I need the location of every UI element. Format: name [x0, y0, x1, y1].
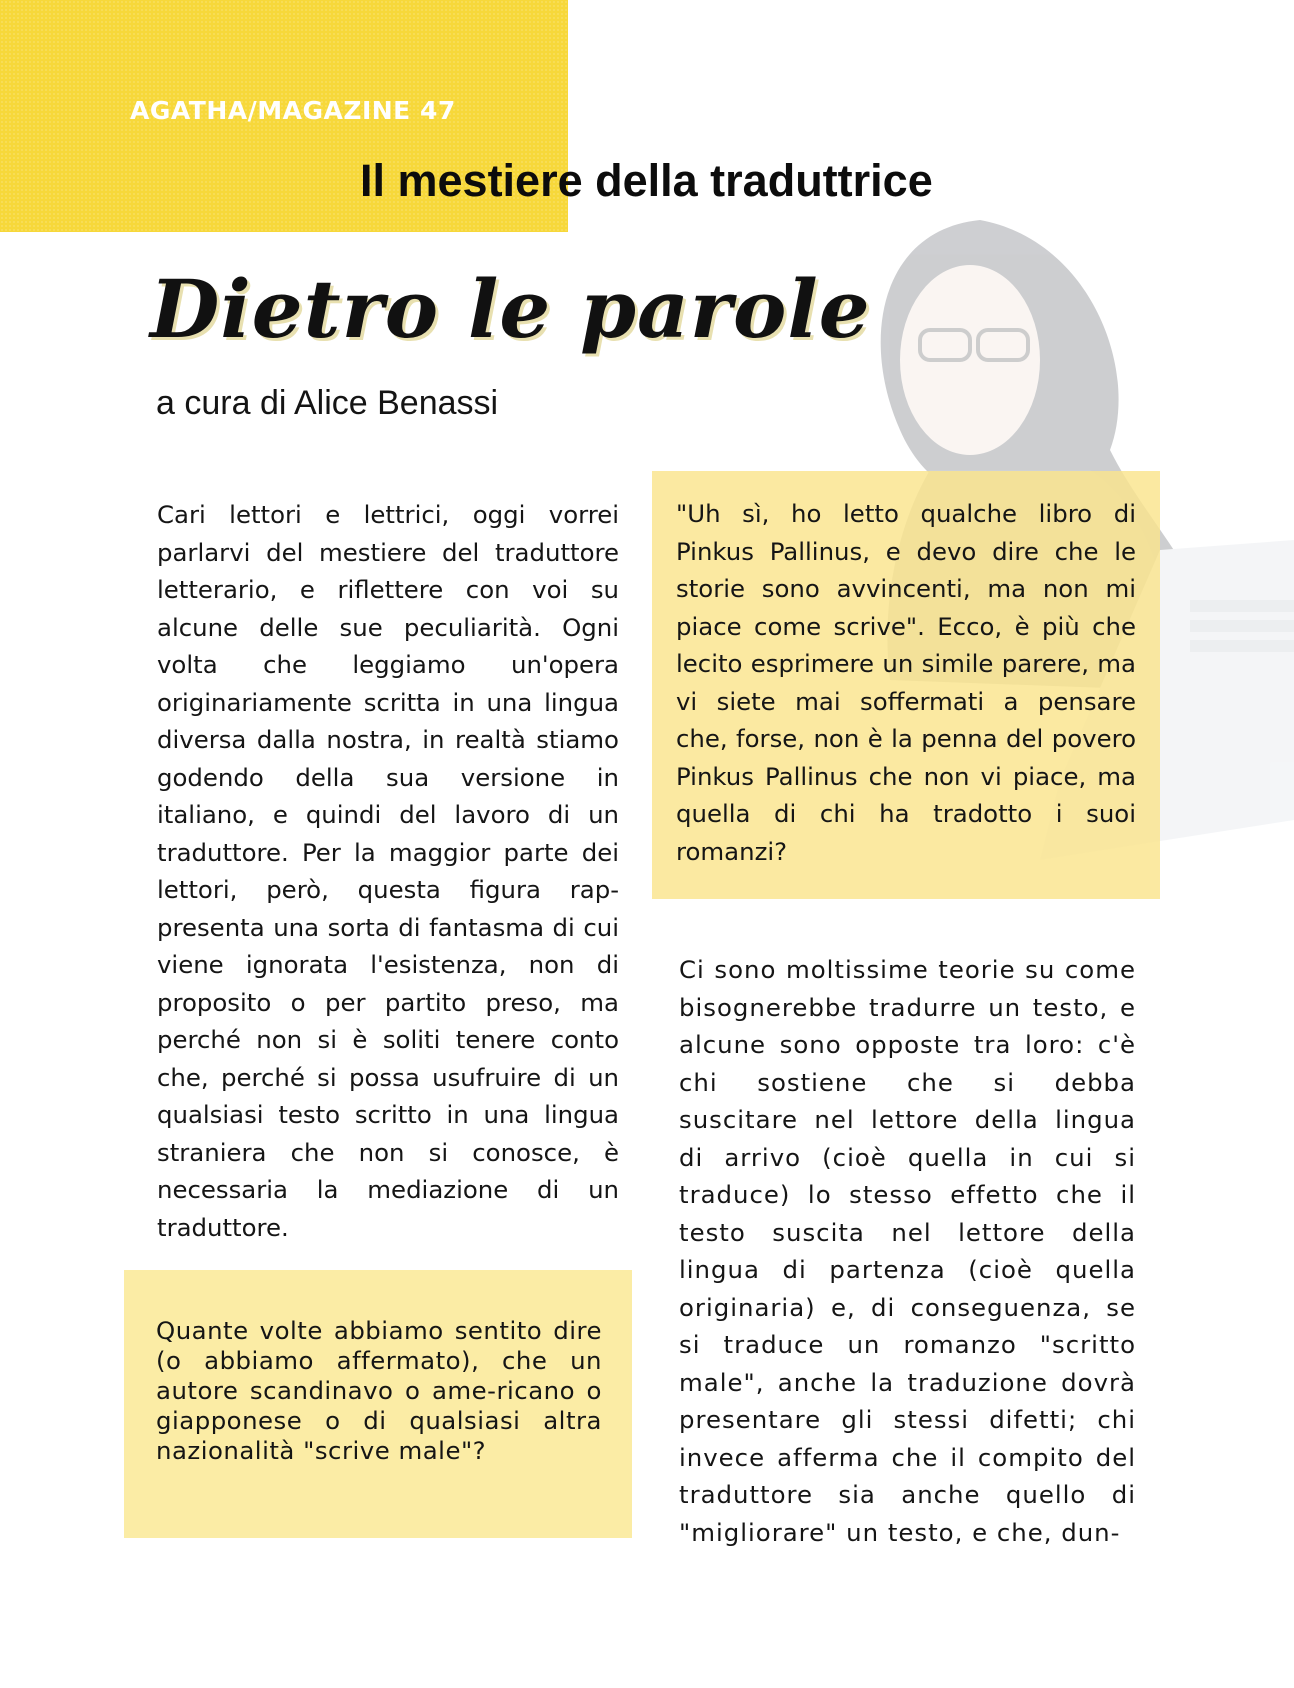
section-title: Il mestiere della traduttrice [360, 155, 933, 206]
script-title: Dietro le parole [150, 262, 871, 356]
pullquote-right-box [652, 471, 1160, 899]
intro-paragraph: Cari lettori e lettrici, oggi vorrei parlarvi del mestiere del traduttore letterario, e riflettere con voi su alcune delle sue peculiarità. Ogni volta che leggiamo un'opera originariamente scritta in una lingua diversa dalla nostra, in realtà stiamo godendo della sua versione in italiano, e quindi del lavoro di un traduttore. Per la maggior parte dei lettori, però, questa figura rap-presenta una sorta di fantasma di cui viene ignorata l'esistenza, non di proposito o per partito preso, ma perché non si è soliti tenere conto che, perché si possa usufruire di un qualsiasi testo scritto in una lingua straniera che non si conosce, è necessaria la mediazione di un traduttore. [157, 500, 619, 1242]
pullquote-right-text: "Uh sì, ho letto qualche libro di Pinkus Pallinus, e devo dire che le storie sono avvincenti, ma non mi piace come scrive". Ecco, è più che lecito esprimere un simile parere, ma vi siete mai soffermati a pensare che, forse, non è la penna del povero Pinkus Pallinus che non vi piace, ma quella di chi ha tradotto i suoi romanzi? [676, 499, 1136, 866]
pullquote-left-box [124, 1270, 632, 1538]
pullquote-left-text: Quante volte abbiamo sentito dire (o abbiamo affermato), che un autore scandinavo o ame-ricano o giapponese o di qualsiasi altra nazionalità "scrive male"? [156, 1316, 602, 1465]
continuation-paragraph: Ci sono moltissime teorie su come bisognerebbe tradurre un testo, e alcune sono opposte tra loro: c'è chi sostiene che si debba suscitare nel lettore della lingua di arrivo (cioè quella in cui si traduce) lo stesso effetto che il testo suscita nel lettore della lingua di partenza (cioè quella originaria) e, di conseguenza, se si traduce un romanzo "scritto male", anche la traduzione dovrà presentare gli stessi difetti; chi invece afferma che il compito del traduttore sia anche quello di "migliorare" un testo, e che, dun- [679, 955, 1136, 1547]
byline: a cura di Alice Benassi [156, 384, 499, 422]
magazine-label: AGATHA/MAGAZINE 47 [130, 96, 456, 125]
